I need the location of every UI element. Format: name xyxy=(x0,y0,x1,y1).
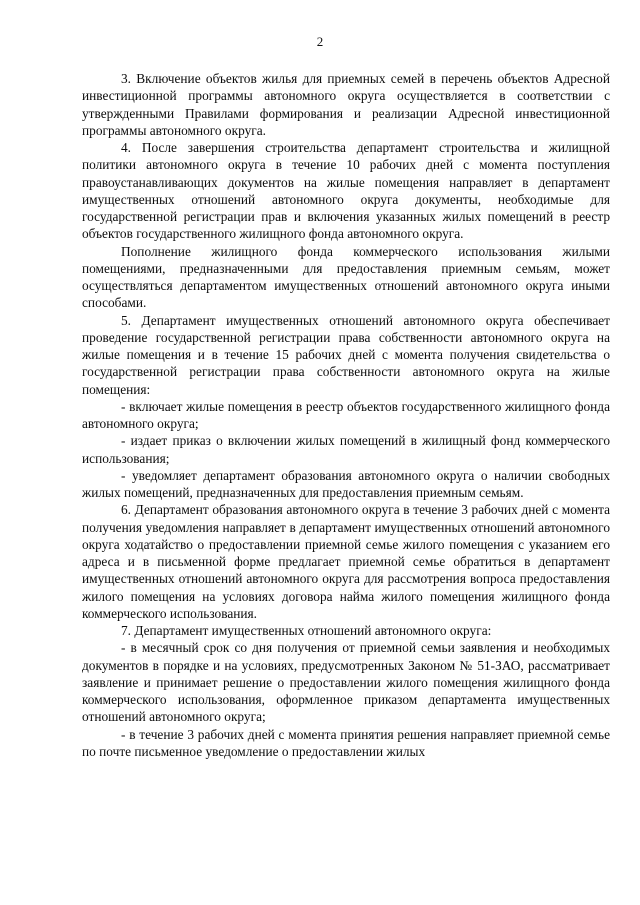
paragraph-item-6: 6. Департамент образования автономного округа в течение 3 рабочих дней с момента получения уведомления направляет в департамент имущественных отношений автономного округа ходатайство о предоставлении приемной семье жилого помещения с указанием его адреса и в письменной форме предлагает приемной семье обратиться в департамент имущественных отношений автономного округа для рассмотрения вопроса предоставления жилого помещения на условиях договора найма жилого помещения жилищного фонда коммерческого использования. xyxy=(82,502,610,621)
paragraph-item-3: 3. Включение объектов жилья для приемных семей в перечень объектов Адресной инвестиционной программы автономного округа осуществляется в соответствии с утвержденными Правилами формирования и реализации Адресной инвестиционной программы автономного округа. xyxy=(82,71,610,138)
list-item: - издает приказ о включении жилых помещений в жилищный фонд коммерческого использования; xyxy=(82,433,610,466)
paragraph-item-7: 7. Департамент имущественных отношений автономного округа: xyxy=(121,623,492,638)
document-body xyxy=(82,70,610,760)
paragraph-housing-replenishment: Пополнение жилищного фонда коммерческого использования жилыми помещениями, предназначенными для предоставления приемным семьям, может осуществляться департаментом имущественных отношений автономного округа иными способами. xyxy=(82,243,610,311)
list-item: - включает жилые помещения в реестр объектов государственного жилищного фонда автономного округа; xyxy=(82,398,610,431)
page-number: 2 xyxy=(316,34,324,49)
paragraph-item-4: 4. После завершения строительства департамент строительства и жилищной политики автономного округа в течение 10 рабочих дней с момента поступления правоустанавливающих документов на жилые помещения направляет в департамент имущественных отношений автономного округа документы, необходимые для государственной регистрации прав и включения указанных жилых помещений в реестр объектов государственного жилищного фонда автономного округа. xyxy=(82,140,610,242)
list-item: - в месячный срок со дня получения от приемной семьи заявления и необходимых документов в порядке и на условиях, предусмотренных Законом № 51-ЗАО, рассматривает заявление и принимает решение о предоставлении жилого помещения жилищного фонда коммерческого использования, оформленное приказом департамента имущественных отношений автономного округа; xyxy=(82,640,610,725)
list-item: - уведомляет департамент образования автономного округа о наличии свободных жилых помещений, предназначенных для предоставления приемным семьям. xyxy=(82,467,610,500)
list-item: - в течение 3 рабочих дней с момента принятия решения направляет приемной семье по почте письменное уведомление о предоставлении жилых xyxy=(82,726,610,759)
paragraph-item-5: 5. Департамент имущественных отношений автономного округа обеспечивает проведение государственной регистрации права собственности автономного округа на жилые помещения и в течение 15 рабочих дней с момента получения свидетельства о государственной регистрации права собственности автономного округа на жилые помещения: xyxy=(82,312,610,397)
